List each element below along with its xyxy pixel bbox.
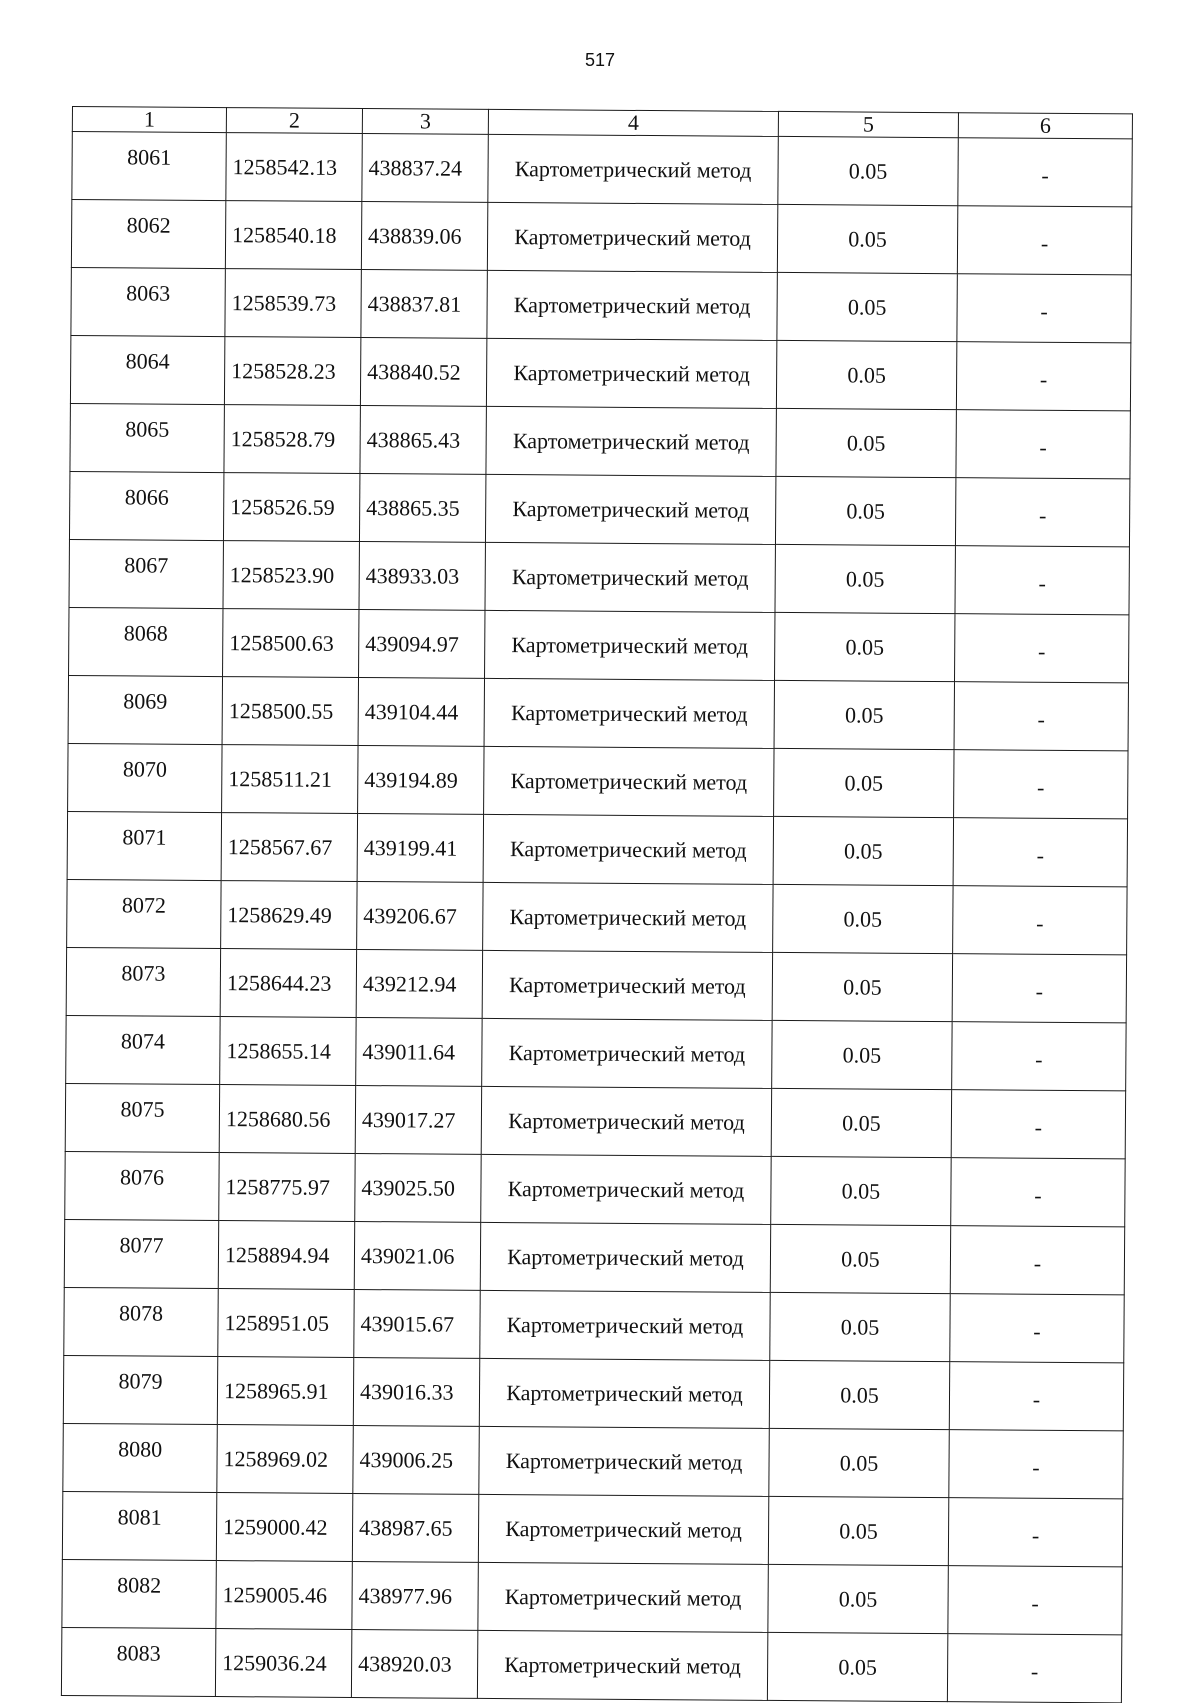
method-cell: Картометрический метод [488,134,778,204]
x-coordinate-cell: 1259036.24 [215,1629,351,1698]
method-cell: Картометрический метод [477,1630,767,1700]
coordinates-table-wrap [61,106,1132,1703]
table-row [68,743,1128,818]
column-header: 2 [226,108,362,134]
point-number-cell: 8072 [67,879,221,948]
accuracy-cell: 0.05 [773,816,953,885]
column-header: 4 [488,109,778,136]
table-row [65,1151,1125,1226]
note-cell: - [956,342,1130,411]
table-row [69,471,1129,546]
accuracy-cell: 0.05 [771,1088,951,1157]
note-cell: - [957,206,1131,275]
column-header: 3 [362,109,488,135]
page-number: 517 [584,50,616,70]
x-coordinate-cell: 1258540.18 [225,201,361,270]
column-header: 1 [72,107,226,133]
method-cell: Картометрический метод [484,678,774,748]
x-coordinate-cell: 1258644.23 [220,949,356,1018]
y-coordinate-cell: 438865.43 [360,406,486,475]
x-coordinate-cell: 1258500.63 [223,609,359,678]
note-cell: - [950,1226,1124,1295]
table-row [71,267,1131,342]
x-coordinate-cell: 1258894.94 [218,1221,354,1290]
point-number-cell: 8083 [61,1627,215,1696]
y-coordinate-cell: 438977.96 [352,1561,478,1630]
method-cell: Картометрический метод [480,1290,770,1360]
y-coordinate-cell: 439094.97 [359,610,485,679]
x-coordinate-cell: 1258680.56 [219,1085,355,1154]
point-number-cell: 8075 [65,1083,219,1152]
method-cell: Картометрический метод [482,950,772,1020]
x-coordinate-cell: 1258526.59 [223,473,359,542]
accuracy-cell: 0.05 [776,408,956,477]
method-cell: Картометрический метод [478,1562,768,1632]
method-cell: Картометрический метод [483,814,773,884]
method-cell: Картометрический метод [487,270,777,340]
point-number-cell: 8073 [66,947,220,1016]
method-cell: Картометрический метод [486,406,776,476]
accuracy-cell: 0.05 [770,1224,950,1293]
y-coordinate-cell: 439206.67 [357,882,483,951]
y-coordinate-cell: 439194.89 [358,746,484,815]
point-number-cell: 8071 [67,811,221,880]
y-coordinate-cell: 439015.67 [354,1289,480,1358]
y-coordinate-cell: 438933.03 [359,542,485,611]
column-header: 5 [778,111,958,137]
x-coordinate-cell: 1258539.73 [225,269,361,338]
accuracy-cell: 0.05 [774,680,954,749]
method-cell: Картометрический метод [478,1494,768,1564]
note-cell: - [951,1090,1125,1159]
method-cell: Картометрический метод [481,1086,771,1156]
note-cell: - [951,1158,1125,1227]
point-number-cell: 8081 [62,1491,216,1560]
accuracy-cell: 0.05 [767,1632,947,1701]
note-cell: - [954,682,1128,751]
method-cell: Картометрический метод [484,746,774,816]
accuracy-cell: 0.05 [770,1292,950,1361]
method-cell: Картометрический метод [486,338,776,408]
note-cell: - [947,1634,1121,1703]
table-row [64,1287,1124,1362]
point-number-cell: 8064 [70,335,224,404]
y-coordinate-cell: 439025.50 [355,1154,481,1223]
note-cell: - [957,274,1131,343]
x-coordinate-cell: 1258567.67 [221,813,357,882]
x-coordinate-cell: 1258655.14 [220,1017,356,1086]
y-coordinate-cell: 439199.41 [357,814,483,883]
y-coordinate-cell: 439021.06 [354,1222,480,1291]
table-row [63,1423,1123,1498]
note-cell: - [955,614,1129,683]
table-row [66,947,1126,1022]
x-coordinate-cell: 1258542.13 [226,133,362,202]
accuracy-cell: 0.05 [777,272,957,341]
method-cell: Картометрический метод [481,1154,771,1224]
accuracy-cell: 0.05 [769,1360,949,1429]
note-cell: - [948,1566,1122,1635]
note-cell: - [955,478,1129,547]
accuracy-cell: 0.05 [774,748,954,817]
method-cell: Картометрический метод [480,1222,770,1292]
y-coordinate-cell: 438987.65 [352,1493,478,1562]
note-cell: - [956,410,1130,479]
x-coordinate-cell: 1258500.55 [222,677,358,746]
table-row [71,200,1131,275]
point-number-cell: 8069 [68,675,222,744]
accuracy-cell: 0.05 [778,136,958,205]
point-number-cell: 8076 [65,1151,219,1220]
point-number-cell: 8065 [70,403,224,472]
point-number-cell: 8061 [72,132,226,201]
point-number-cell: 8082 [62,1559,216,1628]
x-coordinate-cell: 1258528.23 [224,337,360,406]
table-row [65,1083,1125,1158]
accuracy-cell: 0.05 [771,1156,951,1225]
note-cell: - [952,954,1126,1023]
method-cell: Картометрический метод [485,610,775,680]
method-cell: Картометрический метод [483,882,773,952]
table-row [61,1627,1121,1702]
y-coordinate-cell: 438839.06 [361,202,487,271]
column-header: 6 [958,113,1132,139]
accuracy-cell: 0.05 [772,952,952,1021]
method-cell: Картометрический метод [485,474,775,544]
method-cell: Картометрический метод [487,202,777,272]
note-cell: - [949,1430,1123,1499]
y-coordinate-cell: 438920.03 [351,1629,477,1698]
point-number-cell: 8063 [71,267,225,336]
x-coordinate-cell: 1258775.97 [219,1153,355,1222]
x-coordinate-cell: 1258511.21 [222,745,358,814]
x-coordinate-cell: 1258969.02 [217,1425,353,1494]
method-cell: Картометрический метод [482,1018,772,1088]
y-coordinate-cell: 439011.64 [356,1018,482,1087]
table-row [70,335,1130,410]
x-coordinate-cell: 1258528.79 [224,405,360,474]
note-cell: - [953,886,1127,955]
x-coordinate-cell: 1258523.90 [223,541,359,610]
y-coordinate-cell: 438837.24 [362,134,488,203]
table-row [69,607,1129,682]
accuracy-cell: 0.05 [768,1564,948,1633]
note-cell: - [954,750,1128,819]
y-coordinate-cell: 438865.35 [359,474,485,543]
note-cell: - [948,1498,1122,1567]
table-row [62,1491,1122,1566]
accuracy-cell: 0.05 [773,884,953,953]
table-row [62,1559,1122,1634]
table-row [72,132,1132,207]
table-row [64,1219,1124,1294]
table-body [61,132,1132,1703]
table-row [69,539,1129,614]
y-coordinate-cell: 438840.52 [360,338,486,407]
method-cell: Картометрический метод [479,1426,769,1496]
table-row [68,675,1128,750]
x-coordinate-cell: 1259005.46 [216,1561,352,1630]
x-coordinate-cell: 1258629.49 [221,881,357,950]
accuracy-cell: 0.05 [768,1496,948,1565]
point-number-cell: 8068 [69,607,223,676]
method-cell: Картометрический метод [485,542,775,612]
point-number-cell: 8067 [69,539,223,608]
accuracy-cell: 0.05 [775,612,955,681]
y-coordinate-cell: 439017.27 [355,1086,481,1155]
point-number-cell: 8080 [63,1423,217,1492]
y-coordinate-cell: 439016.33 [353,1357,479,1426]
note-cell: - [955,546,1129,615]
note-cell: - [958,138,1132,207]
point-number-cell: 8078 [64,1287,218,1356]
y-coordinate-cell: 438837.81 [361,270,487,339]
y-coordinate-cell: 439104.44 [358,678,484,747]
point-number-cell: 8066 [69,471,223,540]
method-cell: Картометрический метод [479,1358,769,1428]
note-cell: - [949,1362,1123,1431]
x-coordinate-cell: 1258951.05 [218,1289,354,1358]
y-coordinate-cell: 439006.25 [353,1425,479,1494]
accuracy-cell: 0.05 [772,1020,952,1089]
table-row [63,1355,1123,1430]
table-row [67,879,1127,954]
point-number-cell: 8077 [64,1219,218,1288]
accuracy-cell: 0.05 [775,476,955,545]
note-cell: - [952,1022,1126,1091]
coordinates-table [61,106,1133,1703]
table-row [67,811,1127,886]
accuracy-cell: 0.05 [775,544,955,613]
note-cell: - [953,818,1127,887]
x-coordinate-cell: 1258965.91 [217,1357,353,1426]
table-row [66,1015,1126,1090]
accuracy-cell: 0.05 [776,340,956,409]
table-row [70,403,1130,478]
point-number-cell: 8079 [63,1355,217,1424]
note-cell: - [950,1294,1124,1363]
point-number-cell: 8062 [71,200,225,269]
x-coordinate-cell: 1259000.42 [216,1493,352,1562]
accuracy-cell: 0.05 [769,1428,949,1497]
point-number-cell: 8070 [68,743,222,812]
accuracy-cell: 0.05 [777,204,957,273]
y-coordinate-cell: 439212.94 [356,950,482,1019]
point-number-cell: 8074 [66,1015,220,1084]
